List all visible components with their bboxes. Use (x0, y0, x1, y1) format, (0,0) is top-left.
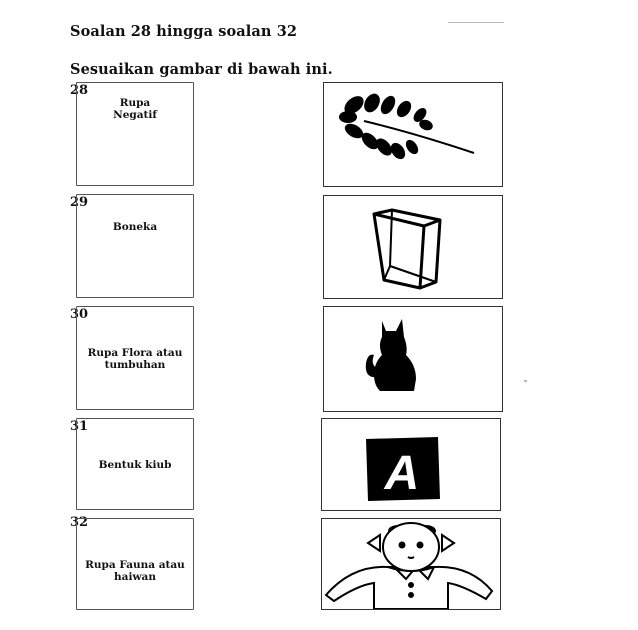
picture-box-32[interactable] (321, 518, 501, 610)
picture-box-30[interactable] (323, 306, 503, 412)
question-number-32: 32 (70, 515, 89, 530)
question-number-31: 31 (70, 419, 89, 434)
picture-box-31[interactable] (321, 418, 501, 511)
label-line-2: haiwan (114, 571, 156, 583)
label-line-1: Boneka (112, 221, 158, 233)
fern-leaf-icon (324, 83, 502, 186)
picture-box-29[interactable] (323, 195, 503, 299)
doll-icon (322, 519, 500, 609)
label-line-1: Rupa (119, 97, 151, 109)
cat-silhouette-icon (324, 307, 502, 411)
scan-mark (524, 380, 527, 382)
label-line-2: Negatif (113, 109, 157, 121)
label-line-2: tumbuhan (104, 359, 166, 371)
letter-a-negative-icon (322, 419, 500, 510)
letter-a: A (384, 447, 420, 500)
page-title: Soalan 28 hingga soalan 32 (70, 23, 298, 40)
answer-box-30[interactable] (76, 306, 194, 410)
scan-mark (448, 22, 504, 23)
answer-box-29[interactable] (76, 194, 194, 298)
label-line-1: Rupa Fauna atau (85, 559, 185, 571)
label-line-1: Bentuk kiub (98, 459, 172, 471)
picture-box-28[interactable] (323, 82, 503, 187)
label-line-1: Rupa Flora atau (87, 347, 183, 359)
question-number-28: 28 (70, 83, 89, 98)
question-number-29: 29 (70, 195, 89, 210)
cuboid-icon (324, 196, 502, 298)
answer-box-32[interactable] (76, 518, 194, 610)
answer-box-28[interactable] (76, 82, 194, 186)
instruction-text: Sesuaikan gambar di bawah ini. (70, 61, 333, 78)
question-number-30: 30 (70, 307, 89, 322)
answer-box-31[interactable] (76, 418, 194, 510)
